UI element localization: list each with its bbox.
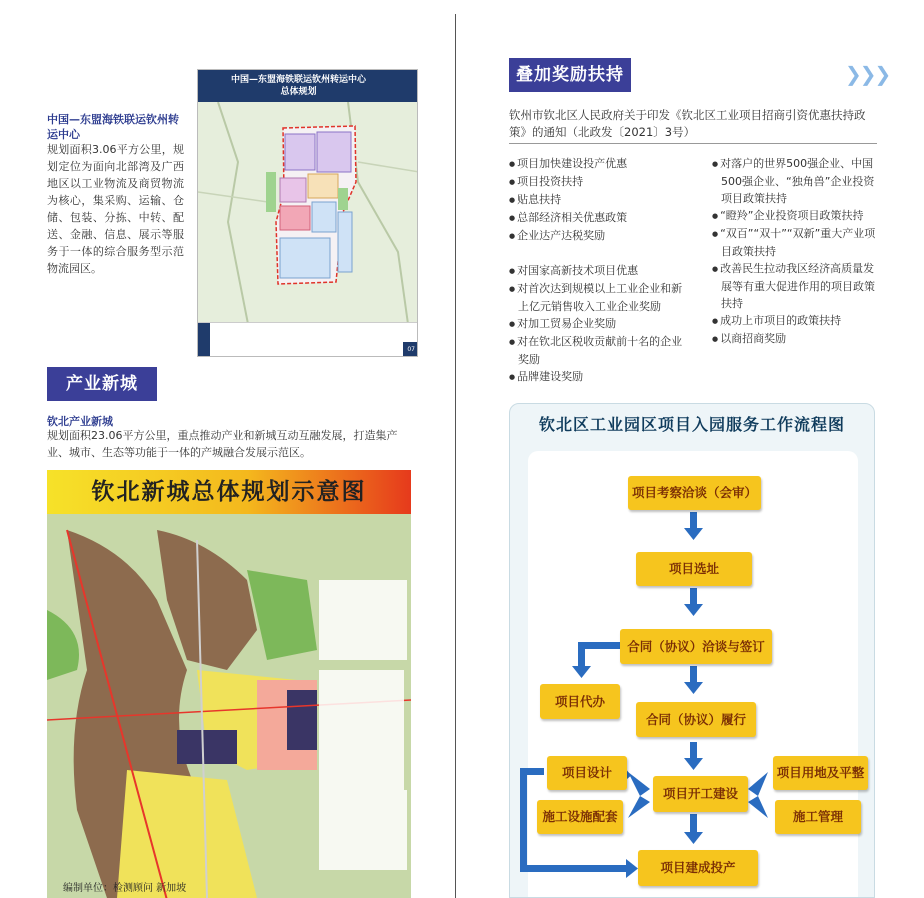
step-agent-service: 项目代办 xyxy=(540,684,620,719)
list-item: ● 对加工贸易企业奖励 xyxy=(509,315,689,333)
step-construction-start: 项目开工建设 xyxy=(653,776,748,812)
step-contract-signing: 合同（协议）洽谈与签订 xyxy=(620,629,772,664)
notice-divider xyxy=(509,143,877,144)
column-divider xyxy=(455,14,456,898)
hub-map-page: 07 xyxy=(407,346,415,353)
step-land-levelling: 项目用地及平整 xyxy=(773,756,868,790)
city-map-footer: 编制单位：检测顾问 新加坡 xyxy=(63,883,187,894)
list-item: ● “瞪羚”企业投资项目政策扶持 xyxy=(712,207,882,225)
list-item: ● 以商招商奖励 xyxy=(712,330,882,348)
list-item: ● 总部经济相关优惠政策 xyxy=(509,209,689,227)
step-contract-performance: 合同（协议）履行 xyxy=(636,702,756,737)
list-item: ● 改善民生拉动我区经济高质量发展等有重大促进作用的项目政策扶持 xyxy=(712,260,882,312)
list-item: ● 对在钦北区税收贡献前十名的企业奖励 xyxy=(509,333,689,368)
hub-map-title: 中国—东盟海铁联运钦州转运中心 xyxy=(230,75,366,85)
list-item: ● 品牌建设奖励 xyxy=(509,368,689,386)
hub-plan-map xyxy=(197,69,418,357)
section-title-industry: 产业新城 xyxy=(47,367,157,401)
hub-map-legend xyxy=(198,322,417,356)
list-item: ● 项目投资扶持 xyxy=(509,173,689,191)
policy-list-right xyxy=(712,155,882,348)
list-item: ● 对落户的世界500强企业、中国500强企业、“独角兽”企业投资项目政策扶持 xyxy=(712,155,882,207)
flowchart-title: 钦北区工业园区项目入园服务工作流程图 xyxy=(538,415,845,434)
hub-map-subtitle: 总体规划 xyxy=(280,87,317,97)
industry-description: 规划面积23.06平方公里，重点推动产业和新城互动互融发展，打造集产业、城市、生态等功能于一体的产城融合发展示范区。 xyxy=(47,429,398,459)
hub-map-header xyxy=(198,70,417,102)
city-map-title: 钦北新城总体规划示意图 xyxy=(47,470,411,514)
policy-notice: 钦州市钦北区人民政府关于印发《钦北区工业项目招商引资优惠扶持政策》的通知（北政发〔2021〕3号） xyxy=(509,108,866,139)
service-flowchart xyxy=(509,403,875,898)
step-completion: 项目建成投产 xyxy=(638,850,758,886)
policy-list-left xyxy=(509,155,689,386)
list-item: ● 贴息扶持 xyxy=(509,191,689,209)
city-map-drawing xyxy=(47,470,411,898)
hub-title: 中国—东盟海铁联运钦州转运中心 xyxy=(47,113,179,141)
section-title-reward: 叠加奖励扶持 xyxy=(509,58,631,92)
list-item: ● 企业达产达税奖励 xyxy=(509,227,689,245)
hub-map-drawing xyxy=(198,102,418,324)
step-facility-support: 施工设施配套 xyxy=(537,800,623,834)
step-design: 项目设计 xyxy=(547,756,627,790)
list-item: ● 成功上市项目的政策扶持 xyxy=(712,312,882,330)
step-survey: 项目考察洽谈（会审） xyxy=(628,476,761,510)
step-site-selection: 项目选址 xyxy=(636,552,752,586)
list-item: ● 对首次达到规模以上工业企业和新上亿元销售收入工业企业奖励 xyxy=(509,280,689,315)
new-city-plan-map xyxy=(47,470,411,898)
list-item: ● 对国家高新技术项目优惠 xyxy=(509,262,689,280)
step-construction-management: 施工管理 xyxy=(775,800,861,834)
chevron-right-icon: ❯❯❯ xyxy=(845,62,890,86)
list-item: ● 项目加快建设投产优惠 xyxy=(509,155,689,173)
list-item: ● “双百”“双十”“双新”重大产业项目政策扶持 xyxy=(712,225,882,260)
hub-description: 规划面积3.06平方公里，规划定位为面向北部湾及广西地区以工业物流及商贸物流为核心，集采购、运输、仓储、包装、分拣、中转、配送、金融、信息、展示等服务于一体的综合服务型示范物流园区。 xyxy=(47,143,184,275)
industry-subtitle: 钦北产业新城 xyxy=(47,415,113,428)
